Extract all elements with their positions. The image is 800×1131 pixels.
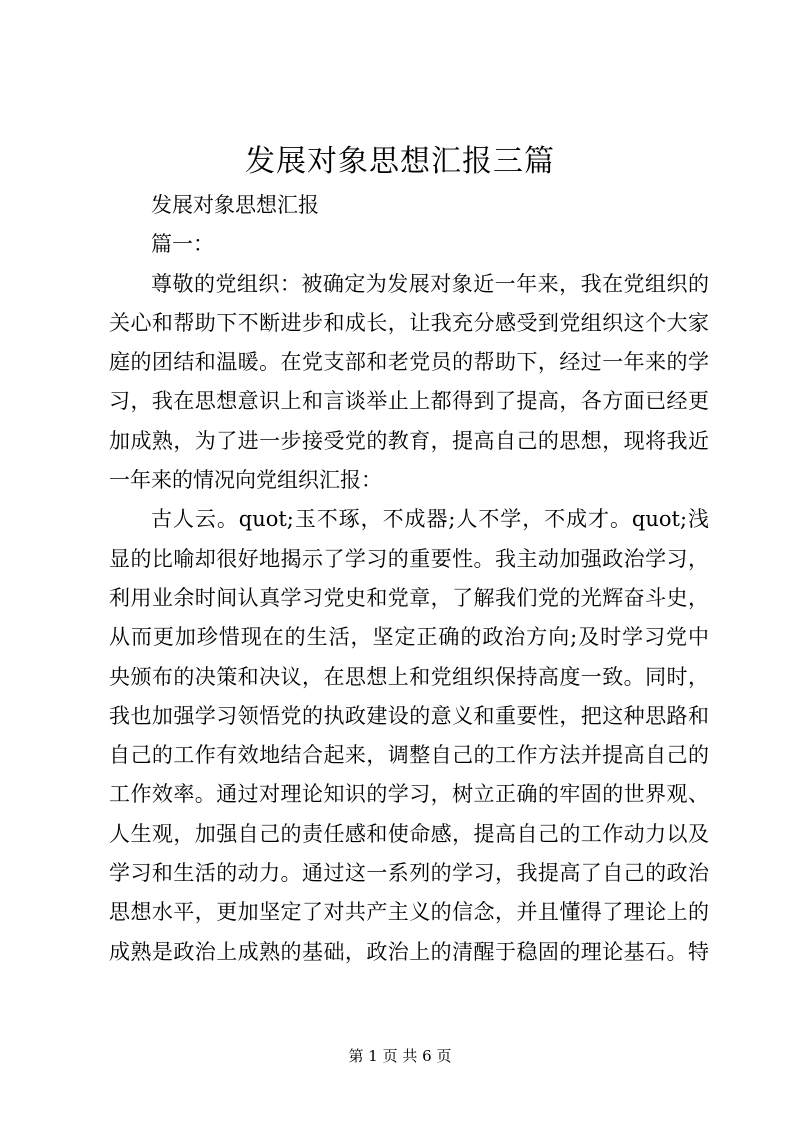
paragraph-line: 工作效率。通过对理论知识的学习，树立正确的牢固的世界观、 <box>109 782 709 807</box>
paragraph-line: 显的比喻却很好地揭示了学习的重要性。我主动加强政治学习， <box>109 546 709 571</box>
paragraph-line: 利用业余时间认真学习党史和党章，了解我们党的光辉奋斗史， <box>109 585 709 610</box>
paragraph-line: 关心和帮助下不断进步和成长，让我充分感受到党组织这个大家 <box>109 310 709 335</box>
paragraph-line: 我也加强学习领悟党的执政建设的意义和重要性，把这种思路和 <box>109 703 709 728</box>
paragraph-line: 自己的工作有效地结合起来，调整自己的工作方法并提高自己的 <box>109 743 709 768</box>
paragraph-line: 成熟是政治上成熟的基础，政治上的清醒于稳固的理论基石。特 <box>109 939 709 964</box>
page-footer <box>0 1046 800 1066</box>
paragraph-line: 尊敬的党组织：被确定为发展对象近一年来，我在党组织的 <box>151 271 709 296</box>
paragraph-line: 加成熟，为了进一步接受党的教育，提高自己的思想，现将我近 <box>109 428 709 453</box>
paragraph-line: 一年来的情况向党组织汇报： <box>109 468 382 493</box>
paragraph-line: 庭的团结和温暖。在党支部和老党员的帮助下，经过一年来的学 <box>109 350 709 375</box>
paragraph-line: 央颁布的决策和决议，在思想上和党组织保持高度一致。同时， <box>109 664 709 689</box>
section-heading: 篇一： <box>151 232 214 257</box>
document-body <box>109 186 709 972</box>
paragraph-line: 学习和生活的动力。通过这一系列的学习，我提高了自己的政治 <box>109 861 709 886</box>
page-number: 第 1 页 共 6 页 <box>348 1047 452 1065</box>
subtitle-line: 发展对象思想汇报 <box>151 193 319 217</box>
paragraph-line: 习，我在思想意识上和言谈举止上都得到了提高，各方面已经更 <box>109 389 709 414</box>
paragraph-line: 从而更加珍惜现在的生活，坚定正确的政治方向;及时学习党中 <box>109 625 709 650</box>
paragraph-line: 人生观，加强自己的责任感和使命感，提高自己的工作动力以及 <box>109 821 709 846</box>
paragraph-line: 古人云。quot;玉不琢，不成器;人不学，不成才。quot;浅 <box>151 507 709 532</box>
paragraph-line: 思想水平，更加坚定了对共产主义的信念，并且懂得了理论上的 <box>109 900 709 925</box>
document-title: 发展对象思想汇报三篇 <box>245 144 555 179</box>
